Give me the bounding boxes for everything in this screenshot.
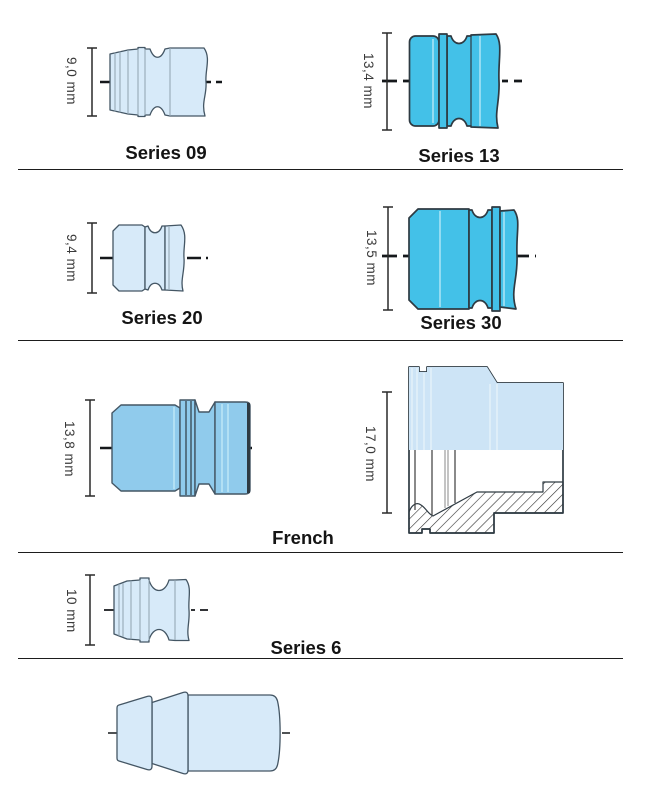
french-socket-dimension-line xyxy=(382,392,392,513)
series-09-profile xyxy=(110,48,207,117)
series-20-drawing xyxy=(84,218,212,300)
series-20-body xyxy=(165,225,185,291)
series-30-drawing xyxy=(380,202,540,316)
series-13-drawing xyxy=(380,25,524,140)
series-13-body xyxy=(447,34,500,128)
series-20-title: Series 20 xyxy=(121,307,203,328)
series-20-dimension-line xyxy=(87,223,97,293)
series-30-title: Series 30 xyxy=(420,312,502,333)
french-socket-upper-half xyxy=(409,367,563,450)
series-20-front-block xyxy=(113,225,145,291)
series-20-dimension-label: 9,4 mm xyxy=(64,233,79,282)
french-plug-collar-bands xyxy=(180,400,195,496)
series-13-title: Series 13 xyxy=(418,145,500,166)
row-divider-2 xyxy=(18,340,623,341)
french-plug-drawing xyxy=(82,395,262,505)
row-divider-1 xyxy=(18,169,623,170)
series-6-dimension-line xyxy=(85,575,95,645)
series-09-drawing xyxy=(84,40,224,122)
series-20-groove-section xyxy=(145,226,165,290)
row-divider-3 xyxy=(18,552,623,553)
series-30-dimension-label: 13,5 mm xyxy=(364,229,379,287)
french-socket-dimension-label: 17,0 mm xyxy=(363,425,378,483)
french-title: French xyxy=(272,527,334,548)
french-plug-body xyxy=(215,402,250,494)
hose-tail-drawing xyxy=(100,688,292,782)
french-socket-drawing xyxy=(360,360,568,540)
series-30-collar-band xyxy=(492,207,500,311)
series-13-front-block xyxy=(410,36,440,126)
series-6-dimension-label: 10 mm xyxy=(64,589,79,633)
series-6-drawing xyxy=(82,570,212,650)
series-30-body xyxy=(500,210,518,309)
series-30-groove-section xyxy=(469,210,492,308)
series-09-dimension-line xyxy=(87,48,97,116)
french-plug-front-block xyxy=(112,405,180,491)
french-plug-dimension-line xyxy=(85,400,95,496)
french-plug-neck xyxy=(195,400,215,496)
hose-tail-barb-2 xyxy=(152,692,188,774)
series-30-front-block xyxy=(409,209,469,309)
hose-tail-barb-1 xyxy=(117,696,152,770)
french-plug-dimension-label: 13,8 mm xyxy=(62,420,77,478)
series-09-title: Series 09 xyxy=(125,142,207,163)
series-13-dimension-label: 13,4 mm xyxy=(361,53,376,110)
series-30-dimension-line xyxy=(383,207,393,310)
series-6-profile xyxy=(114,578,189,642)
series-09-dimension-label: 9,0 mm xyxy=(64,56,79,105)
series-6-title: Series 6 xyxy=(270,637,342,658)
hose-tail-body xyxy=(188,695,280,771)
series-13-collar-band xyxy=(439,34,447,128)
